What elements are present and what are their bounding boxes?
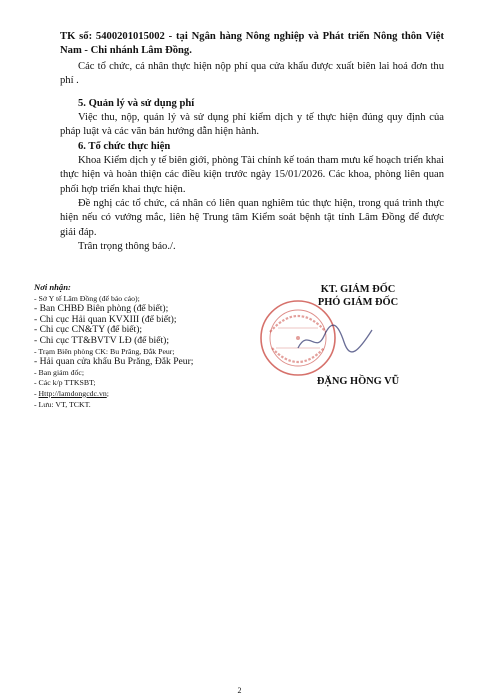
section-6-heading: 6. Tổ chức thực hiện — [78, 141, 171, 152]
list-item: - Ban CHBĐ Biên phòng (để biết); — [34, 303, 169, 315]
receipt-paragraph: Các tổ chức, cá nhân thực hiện nộp phí qua cửa khẩu được xuất biên lai hoá đơn thu phí . — [60, 61, 444, 87]
account-info: TK số: 5400201015002 - tại Ngân hàng Nông nghiệp và Phát triển Nông thôn Việt Nam - Chi nhánh Lâm Đồng. — [60, 31, 444, 57]
website-link[interactable]: Http://lamdongcdc.vn — [38, 388, 107, 398]
list-item: - Trạm Biên phòng CK: Bu Prăng, Đắk Peur; — [34, 346, 175, 356]
recipients-title: Nơi nhận: — [34, 282, 71, 292]
list-item: - Ban giám đốc; — [34, 367, 85, 377]
closing-line: Trân trọng thông báo./. — [78, 241, 176, 252]
section-5-heading: 5. Quản lý và sử dụng phí — [78, 98, 195, 109]
list-item: - Sở Y tế Lâm Đồng (để báo cáo); — [34, 293, 140, 303]
section-6-body: Khoa Kiểm dịch y tế biên giới, phòng Tài chính kế toán tham mưu kế hoạch triển khai thực hiện và hoàn thiện các điều kiện trước ngày 15/01/2026. Các khoa, phòng liên quan phối hợp triển khai thực hiện. — [60, 155, 444, 195]
list-item-suffix: ; — [106, 388, 109, 398]
list-item: - Các k/p TTKSBT; — [34, 378, 96, 388]
list-item: - Chi cục TT&BVTV LĐ (để biết); — [34, 334, 169, 346]
list-item: - Hải quan cửa khẩu Bu Prăng, Đắk Peur; — [34, 356, 194, 368]
signer-name: ĐẶNG HỒNG VŨ — [316, 376, 400, 387]
recipients-list — [34, 282, 274, 410]
list-item — [34, 389, 274, 400]
request-paragraph: Đề nghị các tổ chức, cá nhân có liên quan nghiêm túc thực hiện, trong quá trình thực hiện nếu có vướng mắc, liên hệ Trung tâm Kiểm soát bệnh tật tỉnh Lâm Đồng để được giải đáp. — [60, 198, 444, 238]
list-item: - Lưu: VT, TCKT. — [34, 399, 91, 409]
signature-subtitle: PHÓ GIÁM ĐỐC — [317, 297, 399, 308]
signature-scribble-icon — [294, 318, 376, 358]
section-5-body: Việc thu, nộp, quản lý và sử dụng phí kiểm dịch y tế thực hiện đúng quy định của pháp luật và các văn bản hướng dẫn hiện hành. — [60, 112, 444, 138]
page-number: 2 — [237, 686, 242, 695]
signature-title: KT. GIÁM ĐỐC — [320, 284, 396, 295]
list-item: - Chi cục CN&TY (để biết); — [34, 324, 143, 336]
list-item-prefix: - — [34, 388, 39, 398]
list-item: - Chi cục Hải quan KVXIII (để biết); — [34, 313, 177, 325]
